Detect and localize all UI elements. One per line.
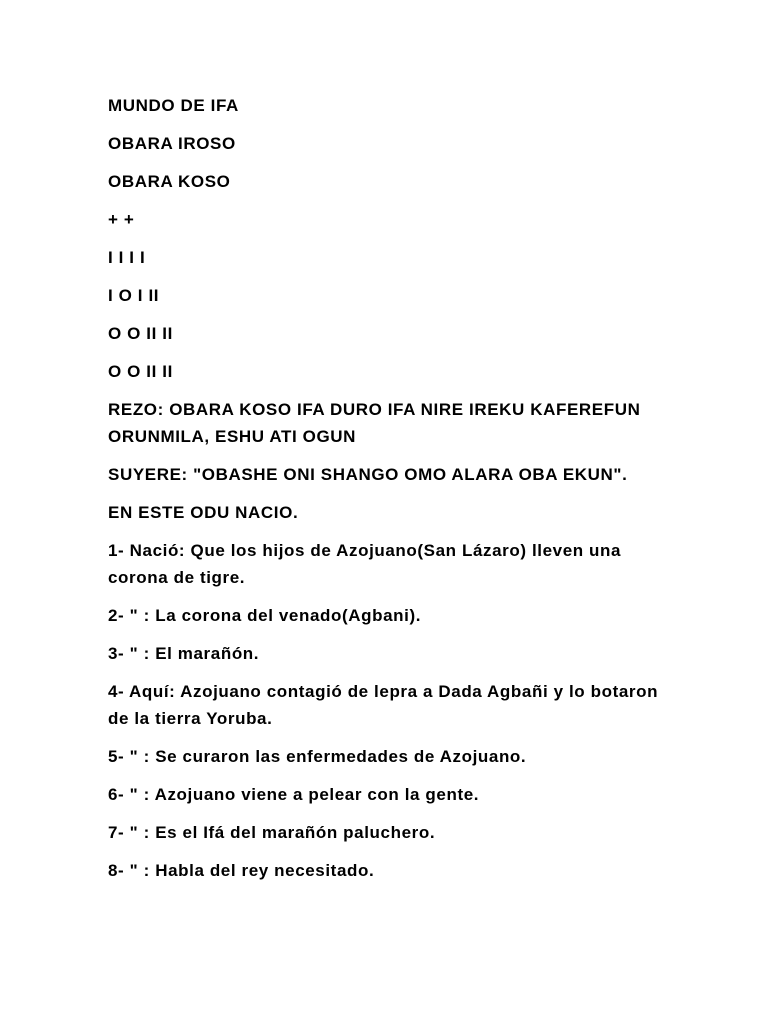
list-item: 1- Nació: Que los hijos de Azojuano(San Lázaro) lleven una corona de tigre.	[108, 541, 627, 587]
odu-sign-line: I O I II	[108, 286, 160, 305]
document-title: MUNDO DE IFA	[108, 96, 239, 115]
list-item: 2- " : La corona del venado(Agbani).	[108, 606, 422, 625]
list-item: 4- Aquí: Azojuano contagió de lepra a Dada Agbañi y lo botaron de la tierra Yoruba.	[108, 682, 664, 728]
odu-sign-line: + +	[108, 210, 135, 229]
suyere-paragraph: SUYERE: "OBASHE ONI SHANGO OMO ALARA OBA EKUN".	[108, 465, 628, 484]
odu-sign-line: I I I I	[108, 248, 146, 267]
odu-alt-name: OBARA KOSO	[108, 172, 231, 191]
list-item: 8- " : Habla del rey necesitado.	[108, 861, 375, 880]
odu-sign-line: O O II II	[108, 324, 173, 343]
list-item: 3- " : El marañón.	[108, 644, 260, 663]
section-heading: EN ESTE ODU NACIO.	[108, 503, 299, 522]
odu-name: OBARA IROSO	[108, 134, 236, 153]
rezo-paragraph: REZO: OBARA KOSO IFA DURO IFA NIRE IREKU KAFEREFUN ORUNMILA, ESHU ATI OGUN	[108, 400, 646, 446]
list-item: 6- " : Azojuano viene a pelear con la gente.	[108, 785, 480, 804]
list-item: 5- " : Se curaron las enfermedades de Azojuano.	[108, 747, 527, 766]
document-page	[108, 92, 668, 895]
odu-sign-line: O O II II	[108, 362, 173, 381]
list-item: 7- " : Es el Ifá del marañón paluchero.	[108, 823, 436, 842]
